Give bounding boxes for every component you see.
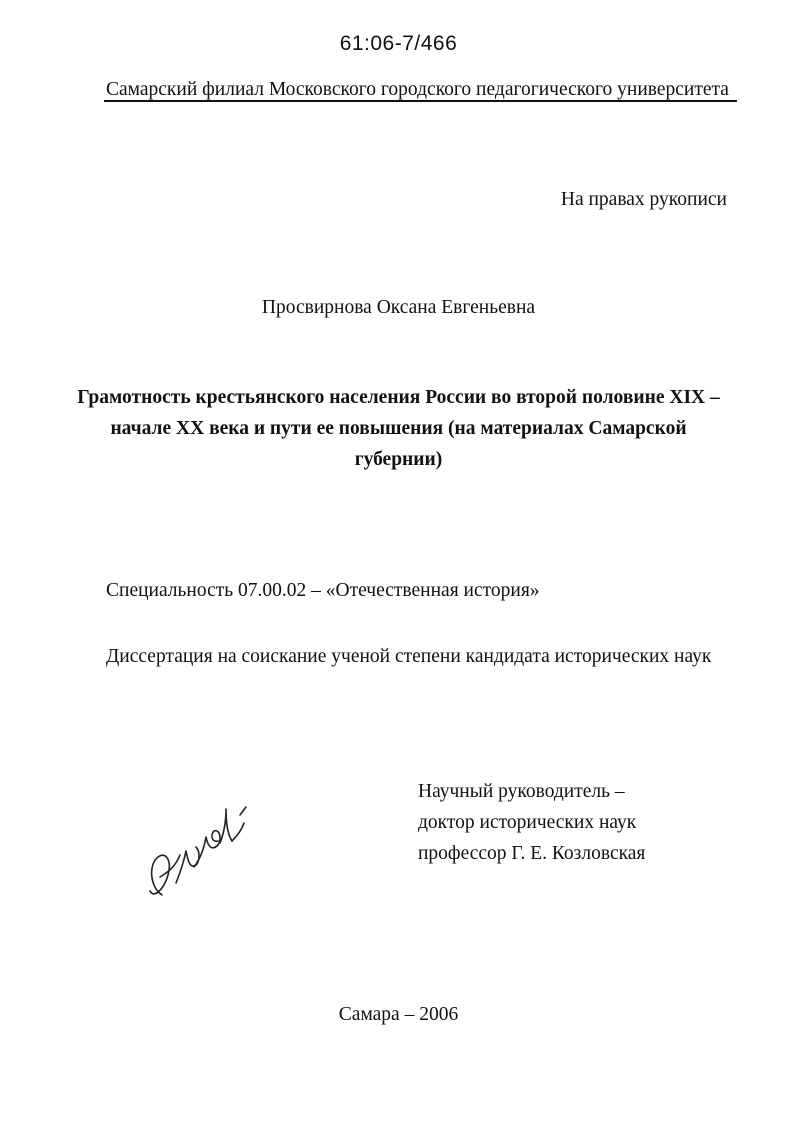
specialty-line: Специальность 07.00.02 – «Отечественная история» [106,580,540,601]
supervisor-block [418,776,645,869]
supervisor-degree: доктор исторических наук [418,812,637,833]
manuscript-note: На правах рукописи [560,189,727,210]
title-line-1: Грамотность крестьянского населения России во второй половине XIX – [77,387,720,408]
supervisor-role: Научный руководитель – [418,781,625,802]
author-name: Просвирнова Оксана Евгеньевна [261,297,536,318]
title-line-2: начале XX века и пути ее повышения (на материалах Самарской [110,418,687,439]
dissertation-note: Диссертация на соискание ученой степени кандидата исторических наук [106,646,712,667]
dissertation-title [0,382,797,475]
archive-code: 61:06-7/466 [339,32,458,55]
supervisor-name: профессор Г. Е. Козловская [418,843,646,864]
title-line-3: губернии) [354,449,443,470]
handwritten-signature-icon [140,795,250,910]
city-year: Самара – 2006 [338,1004,459,1025]
affiliation-underline [104,100,737,102]
affiliation-line: Самарский филиал Московского городского педагогического университета [106,79,729,100]
